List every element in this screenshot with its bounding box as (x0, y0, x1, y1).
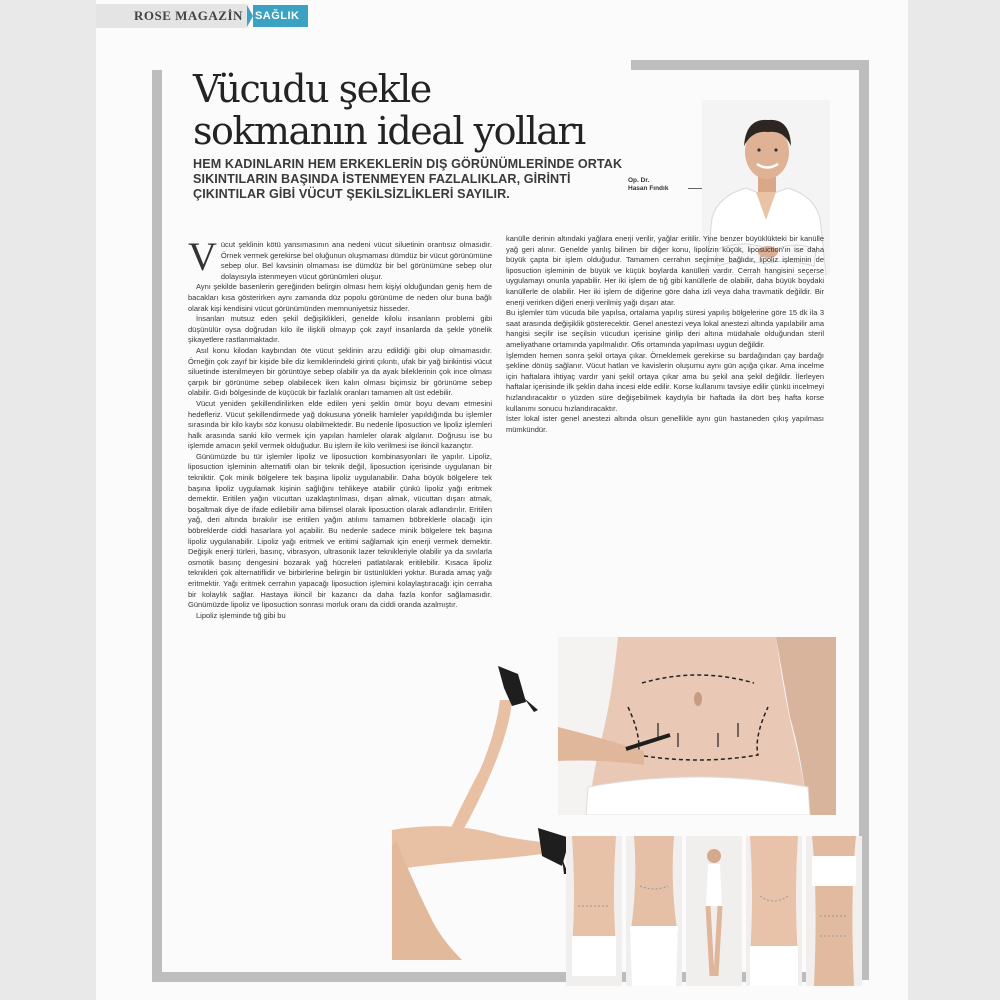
paragraph: İnsanları mutsuz eden şekil değişiklikleri, genelde kilolu insanların problemi gibi düşünülür oysa doğrudan kilo ile ilişkili olmayıp çok zayıf insanlarda da şekle yönelik şikayetlere rastlanmaktadır. (188, 314, 492, 345)
paragraph: İşlemden hemen sonra şekil ortaya çıkar. Örneklemek gerekirse su bardağından çay bardağı şekline dönüş sağlanır. Vücut hatları ve kavislerin oluşumu aynı gün açığa çıkar. Ama incelme için haftalara ihtiyaç vardır yani şekil ortaya çıkar ama bu şekil ana şekil değildir. İlerleyen haftalar içerisinde ilk şeklin daha incesi elde edilir. Korse kullanımı tavsiye edilir çünkü incelmeyi hızlandıracaktır o yüzden süre değişebilmek kaydıyla bir haftada ila dört beş hafta korse kullanımı sonucu hızlandıracaktır. (506, 350, 824, 413)
title-line-1: Vücudu şekle (193, 67, 431, 111)
paragraph: ücut şeklinin kötü yansımasının ana nedeni vücut siluetinin orantısız olmasıdır. Örnek vermek gerekirse bel oluğunun oluşmaması dümdüz bir vücut görünümüne sebep olur. Bel kavsinin olmaması ise dümdüz bir bel görünümüne sebep olur dolayısıyla istenmeyen vücut görünümleri oluşur. (220, 240, 492, 281)
thumbnail-waist (566, 836, 622, 986)
paragraph: Lipoliz işleminde tığ gibi bu (196, 610, 286, 620)
thumbnail-thigh (806, 836, 862, 986)
doctor-caption (628, 177, 688, 193)
thumbnail-hips (626, 836, 682, 986)
magazine-name: ROSE MAGAZİN (96, 4, 247, 28)
article-title (193, 68, 613, 152)
paragraph: Aynı şekilde basenlerin gereğinden belirgin olması hem kişiyi olduğundan geniş hem de bacakları kısa gösterirken aynı zamanda düz popolu görünüme de neden olur buna bağlı olarak kişi kendisini vücut görünümünden memnuniyetsiz hisseder. (188, 282, 492, 313)
abdomen-marking-image (558, 637, 836, 815)
paragraph: Vücut yeniden şekillendirilirken elde edilen yeni şeklin ömür boyu devam etmesini hedefleriz. Vücut şekillendirmede yağ dokusuna yönelik hamleler yapıldığında bu işlemler sırasında bir kilo kaybı söz konusu olabilmektedir. Bu nedenle liposuction ve lipoliz işlemleri halk arasında sanki kilo vermek için yapılan hamleler olarak algılanır. Doğrusu ise bu işlemde amacın şekil vermek olduğudur. Bu işlem ile kilo verilmesi ise ikincil kazançtır. (188, 398, 492, 451)
magazine-page (96, 0, 908, 1000)
paragraph: Bu işlemler tüm vücuda bile yapılsa, ortalama yapılış süresi yapılış bölgelerine göre 15 dk ila 3 saat arasında değişiklik gösterecektir. Genel anestezi veya lokal anestezi altında yapılabilir ama hangisi seçilir ise seçilsin vücudun içerisine girilip deri altına müdahale olduğundan steril ameliyathane ortamında yapılmalıdır. Ofis ortamında yapılması uygun değildir. (506, 308, 824, 349)
caption-rule (688, 188, 702, 189)
article-subtitle: HEM KADINLARIN HEM ERKEKLERİN DIŞ GÖRÜNÜMLERİNDE ORTAK SIKINTILARIN BAŞINDA İSTENMEYEN FAZLALIKLAR, GİRİNTİ ÇIKINTILAR GİBİ VÜCUT ŞEKİLSİZLİKLERİ SAYILIR. (193, 157, 623, 201)
thumbnail-full-body (686, 836, 742, 986)
thumbnail-abdomen (746, 836, 802, 986)
dropcap-letter: V (188, 234, 217, 279)
header-bar (96, 4, 308, 28)
frame-right-top (631, 60, 869, 70)
paragraph: kanülle derinin altındaki yağlara enerji verilir, yağlar eritilir. Yine benzer büyüklükteki bir kanülle yağ geri alınır. Genelde yanlış bilinen bir diğer konu, lipolizin küçük, liposuction'ın ise daha büyük çapta bir işlem olduğudur. Tamamen cerrahın seçimine bağlıdır, lipoliz işleminin de liposuction işleminin de büyük ve küçük boylarda kanülleri vardır. Cerrah hangisini seçerse uygulamayı onunla yapabilir. Her iki işlem de tığ gibi kanüllerle de olabilir, daha büyük boydaki kanüllerle de olabilir. Her iki işlem de diğerine göre daha izli veya daha travmatik değildir. Bir enerji verirken diğeri enerji verilmiş yağı dışarı atar. (506, 234, 824, 307)
paragraph: Günümüzde bu tür işlemler lipoliz ve liposuction kombinasyonları ile yapılır. Lipoliz, liposuction işleminin alternatifi olan bir teknik değil, liposuction içerisinde uygulanan bir tekniktir. Çok minik bölgelere tek başına lipoliz uygulanabilir. Daha büyük bölgelere tek başına lipoliz uygulamak kişinin sağlığını tehlikeye atabilir çünkü lipoliz yağı eritmek demektir. Eritilen yağın vücuttan uzaklaştırılması, dışarı almak, vücuttan dışarı atmak, boşaltmak diye de ifade edilebilir ama bilimsel olarak liposuction olarak adlandırılır. Eritilen yağ, deri altında bırakılır ise eritilen yağın atılımı tamamen böbreklerle olacağı için böbreklerde ciddi hasarlara yol açabilir. Bu nedenle sadece minik bölgelere tek başına lipoliz uygulanabilir. Lipoliz yağı eritmek ve eritimi sağlamak için enerji vermek demektir. Değişik enerji türleri, basınç, vibrasyon, ultrasonik lazer teknikleriyle olabilir ya da sıvılarla osmotik basınç dengesini bozarak yağ hücreleri patlatılarak eritilebilir. Kısaca lipoliz teknikleri çok alternatiflidir ve birbirlerine belirgin bir üstünlükleri yoktur. Burada amaç yağı eritmektir. Yağı eritmek cerrahın yapacağı liposuction işlemini kolaylaştıracağı için cerraha bir kolaylık sağlar. Hastaya ikincil bir kazancı da daha fazla konfor sağlamasıdır. Günümüzde lipoliz ve liposuction sonrası morluk oranı da ciddi oranda azalmıştır. (188, 451, 492, 610)
paragraph: İster lokal ister genel anestezi altında olsun genellikle aynı gün hastaneden çıkış yapılması mümkündür. (506, 414, 824, 434)
section-label: SAĞLIK (253, 5, 308, 27)
paragraph: Asıl konu kilodan kaybından öte vücut şeklinin arzu edildiği gibi olup olmamasıdır. Örneğin çok zayıf bir kişide bile diz kemiklerindeki girinti çıkıntı, ufak bir yağ birikintisi vücut siluetinde istenilmeyen bir görüntüye sebep olabilir ya da ayak bileklerinin çok ince olması çarpık bir görünüme sebep olabilecek iken kalın olması biçimsiz bir görünüme sebep olabilir. Gıdı bölgesinde de küçücük bir fazlalık oranları tamamen alt üst edebilir. (188, 345, 492, 398)
frame-left (152, 70, 162, 980)
doctor-title: Op. Dr. (628, 177, 650, 184)
article-column-2 (506, 234, 824, 629)
doctor-name: Hasan Fındık (628, 185, 669, 192)
title-line-2: sokmanın ideal yolları (193, 109, 585, 153)
legs-high-heels-image (392, 660, 572, 960)
